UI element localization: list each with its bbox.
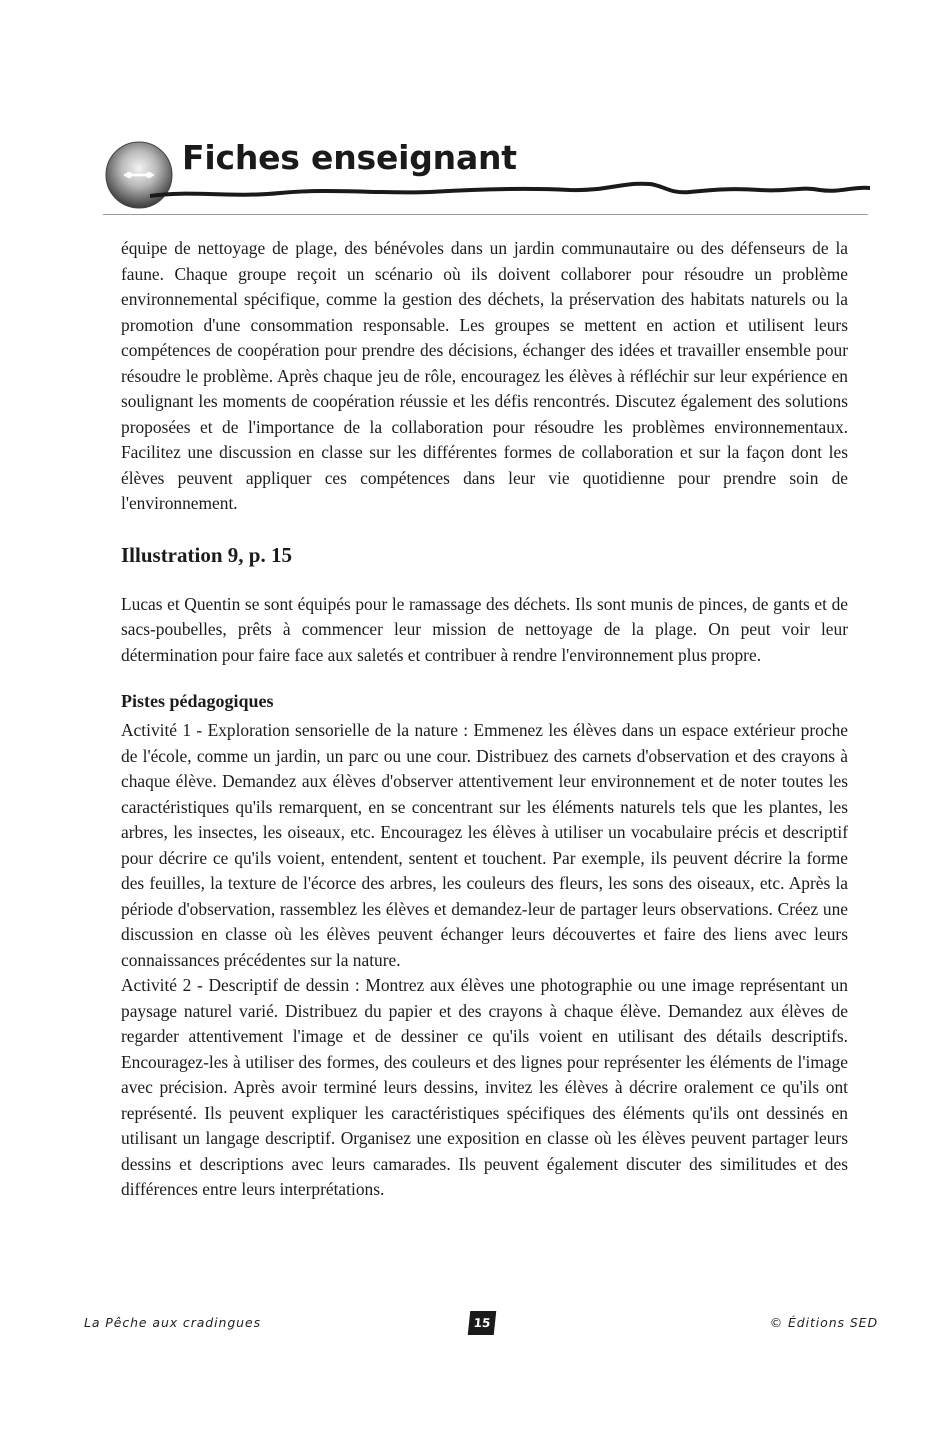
intro-paragraph: équipe de nettoyage de plage, des bénévoles dans un jardin communautaire ou des défenseurs de la faune. Chaque groupe reçoit un scénario où ils doivent collaborer pour résoudre un problème environnemental spécifique, comme la gestion des déchets, la préservation des habitats naturels ou la promotion d'une consommation responsable. Les groupes se mettent en action et utilisent leurs compétences de coopération pour prendre des décisions, échanger des idées et travailler ensemble pour résoudre le problème. Après chaque jeu de rôle, encouragez les élèves à réfléchir sur leur expérience en soulignant les moments de coopération réussie et les défis rencontrés. Discutez également des solutions proposées et de l'importance de la collaboration pour résoudre les problèmes environnementaux. Facilitez une discussion en classe sur les différentes formes de collaboration et sur la façon dont les élèves peuvent appliquer ces compétences dans leur vie quotidienne pour prendre soin de l'environnement. (121, 238, 848, 513)
footer-copyright: © Éditions SED (769, 1315, 878, 1330)
page-title: Fiches enseignant (182, 138, 517, 177)
page-header (0, 0, 945, 230)
page-number: 15 (468, 1311, 497, 1335)
footer-book-title: La Pêche aux cradingues (84, 1315, 261, 1330)
subheading: Pistes pédagogiques (121, 691, 274, 711)
story-paragraph: Lucas et Quentin se sont équipés pour le ramassage des déchets. Ils sont munis de pinces, de gants et de sacs-poubelles, prêts à commencer leur mission de nettoyage de la plage. On peut voir leur détermination pour faire face aux saletés et contribuer à rendre l'environnement plus propre. (121, 593, 848, 665)
wavy-underline (150, 178, 870, 208)
main-content (121, 236, 848, 1203)
section-heading: Illustration 9, p. 15 (121, 542, 292, 567)
header-divider (103, 214, 868, 215)
activity-1-paragraph: Activité 1 - Exploration sensorielle de la nature : Emmenez les élèves dans un espace extérieur proche de l'école, comme un jardin, un parc ou une cour. Distribuez des carnets d'observation et des crayons à chaque élève. Demandez aux élèves d'observer attentivement leur environnement et de noter toutes les caractéristiques qu'ils remarquent, en se concentrant sur les éléments naturels tels que les plantes, les arbres, les insectes, les oiseaux, etc. Encouragez les élèves à utiliser un vocabulaire précis et descriptif pour décrire ce qu'ils voient, entendent, sentent et touchent. Par exemple, ils peuvent décrire la forme des feuilles, la texture de l'écorce des arbres, les couleurs des fleurs, les sons des oiseaux, etc. Après la période d'observation, rassemblez les élèves et demandez-leur de partager leurs observations. Créez une discussion en classe où les élèves peuvent échanger leurs découvertes et faire des liens avec leurs connaissances précédentes sur la nature. (121, 720, 848, 970)
activity-2-paragraph: Activité 2 - Descriptif de dessin : Montrez aux élèves une photographie ou une image représentant un paysage naturel varié. Distribuez du papier et des crayons à chaque élève. Demandez aux élèves de regarder attentivement l'image et de dessiner ce qu'ils voient en utilisant des détails descriptifs. Encouragez-les à utiliser des formes, des couleurs et des lignes pour représenter les éléments de l'image avec précision. Après avoir terminé leurs dessins, invitez les élèves à décrire oralement ce qu'ils ont représenté. Ils peuvent expliquer les caractéristiques spécifiques des éléments qu'ils ont dessinés en utilisant un langage descriptif. Organisez une exposition en classe où les élèves peuvent partager leurs dessins et descriptions avec leurs camarades. Ils peuvent également discuter des similitudes et des différences entre leurs interprétations. (121, 975, 848, 1199)
